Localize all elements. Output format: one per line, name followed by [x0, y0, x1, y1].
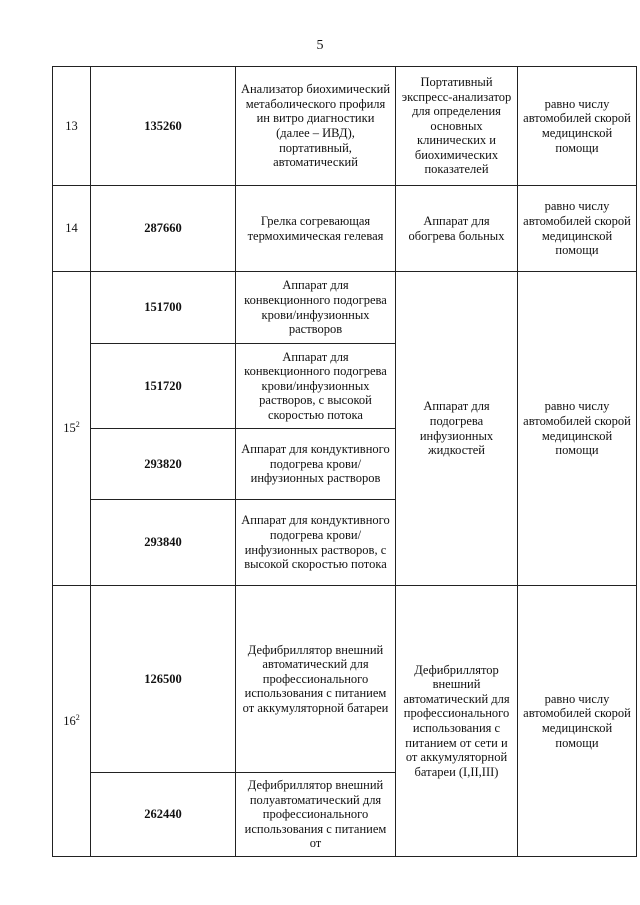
item-quantity: равно числу автомобилей скорой медицинской помощи	[518, 272, 637, 586]
item-purpose: Дефибриллятор внешний автоматический для профессионального использования с питанием от сети и от аккумуляторной батареи (I,II,III)	[396, 586, 518, 857]
row-number: $16^2$	[53, 586, 91, 857]
row-number: 14	[53, 186, 91, 272]
item-purpose: Аппарат для обогрева больных	[396, 186, 518, 272]
item-quantity: равно числу автомобилей скорой медицинской помощи	[518, 586, 637, 857]
item-code: 293820	[91, 429, 236, 500]
row-number: $15^2$	[53, 272, 91, 586]
item-name: Аппарат для кондуктивного подогрева крови/инфузионных растворов	[236, 429, 396, 500]
item-code: 262440	[91, 773, 236, 857]
item-name: Аппарат для кондуктивного подогрева крови/инфузионных растворов, с высокой скоростью потока	[236, 500, 396, 586]
item-code: 287660	[91, 186, 236, 272]
table-row	[53, 272, 637, 344]
item-code: 126500	[91, 586, 236, 773]
page-number: 5	[316, 38, 324, 53]
equipment-table	[52, 66, 637, 857]
item-name: Аппарат для конвекционного подогрева крови/инфузионных растворов	[236, 272, 396, 344]
table-row	[53, 586, 637, 773]
item-purpose: Аппарат для подогрева инфузионных жидкостей	[396, 272, 518, 586]
item-purpose: Портативный экспресс-анализатор для определения основных клинических и биохимических показателей	[396, 67, 518, 186]
item-name: Грелка согревающая термохимическая гелевая	[236, 186, 396, 272]
item-code: 151720	[91, 344, 236, 429]
item-name: Дефибриллятор внешний автоматический для профессионального использования с питанием от аккумуляторной батареи	[236, 586, 396, 773]
row-number: 13	[53, 67, 91, 186]
table-row	[53, 67, 637, 186]
item-quantity: равно числу автомобилей скорой медицинской помощи	[518, 67, 637, 186]
item-code: 293840	[91, 500, 236, 586]
item-name: Аппарат для конвекционного подогрева крови/инфузионных растворов, с высокой скоростью потока	[236, 344, 396, 429]
item-code: 135260	[91, 67, 236, 186]
item-code: 151700	[91, 272, 236, 344]
item-quantity: равно числу автомобилей скорой медицинской помощи	[518, 186, 637, 272]
table-row	[53, 186, 637, 272]
item-name: Анализатор биохимический метаболического профиля ин витро диагностики (далее – ИВД), портативный, автоматический	[236, 67, 396, 186]
item-name: Дефибриллятор внешний полуавтоматический для профессионального использования с питанием от	[236, 773, 396, 857]
